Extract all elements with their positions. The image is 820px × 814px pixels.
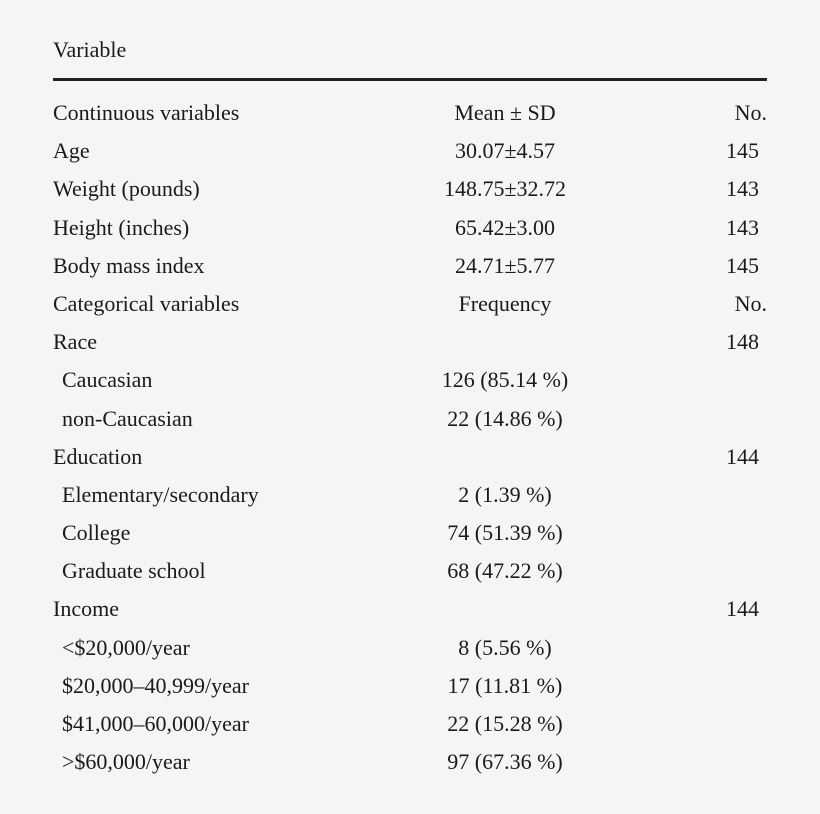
- row-value: Mean ± SD: [454, 100, 556, 125]
- row-count: 148: [726, 329, 759, 355]
- row-label: Age: [53, 138, 90, 164]
- row-label: Continuous variables: [53, 100, 240, 125]
- row-count: 145: [726, 252, 759, 278]
- row-label: Height (inches): [53, 214, 190, 240]
- row-count: 143: [726, 176, 759, 202]
- row-label: Caucasian: [62, 367, 153, 393]
- table-row: [53, 438, 767, 476]
- row-label: College: [62, 520, 131, 546]
- row-label: $20,000–40,999/year: [62, 672, 249, 698]
- table-row: [53, 743, 767, 781]
- row-value: 22 (15.28 %): [447, 711, 563, 736]
- row-count: No.: [734, 290, 767, 316]
- row-label: Body mass index: [53, 252, 205, 278]
- table-row: [53, 590, 767, 628]
- row-value: 24.71±5.77: [454, 252, 556, 278]
- table-body: [53, 94, 767, 781]
- table-header-variable: Variable: [53, 37, 127, 62]
- row-value: 2 (1.39 %): [458, 481, 552, 507]
- header-rule: [53, 78, 767, 81]
- row-label: Graduate school: [62, 558, 206, 584]
- row-count: 145: [726, 138, 759, 164]
- row-label: Education: [53, 443, 143, 469]
- table-row: [53, 247, 767, 285]
- table-row: [53, 209, 767, 247]
- row-label: <$20,000/year: [62, 634, 190, 660]
- table-row: [53, 132, 767, 170]
- table-row: [53, 323, 767, 361]
- row-value: Frequency: [458, 290, 552, 316]
- row-value: 65.42±3.00: [454, 214, 556, 240]
- row-label: Categorical variables: [53, 290, 240, 316]
- row-count: No.: [734, 100, 767, 125]
- row-label: $41,000–60,000/year: [62, 711, 249, 736]
- table-row: [53, 361, 767, 399]
- row-label: Elementary/secondary: [62, 481, 259, 507]
- table-row: [53, 705, 767, 743]
- row-value: 97 (67.36 %): [447, 749, 563, 775]
- row-value: 30.07±4.57: [454, 138, 556, 164]
- row-value: 148.75±32.72: [443, 176, 567, 202]
- row-value: 17 (11.81 %): [447, 672, 563, 698]
- table-row: [53, 400, 767, 438]
- table-row: [53, 629, 767, 667]
- table-section-heading: [53, 94, 767, 132]
- row-value: 8 (5.56 %): [458, 634, 552, 660]
- row-label: >$60,000/year: [62, 749, 190, 775]
- table-row: [53, 514, 767, 552]
- row-label: Race: [53, 329, 97, 355]
- row-value: 22 (14.86 %): [447, 405, 563, 431]
- row-value: 126 (85.14 %): [441, 367, 569, 393]
- row-label: Weight (pounds): [53, 176, 200, 202]
- row-count: 144: [726, 443, 759, 469]
- table-row: [53, 552, 767, 590]
- row-value: 74 (51.39 %): [447, 520, 563, 546]
- table-row: [53, 476, 767, 514]
- row-label: non-Caucasian: [62, 405, 193, 431]
- row-count: 143: [726, 214, 759, 240]
- row-value: 68 (47.22 %): [447, 558, 563, 584]
- table-row: [53, 170, 767, 208]
- table-section-heading: [53, 285, 767, 323]
- row-label: Income: [53, 596, 119, 622]
- table-row: [53, 667, 767, 705]
- row-count: 144: [726, 596, 759, 622]
